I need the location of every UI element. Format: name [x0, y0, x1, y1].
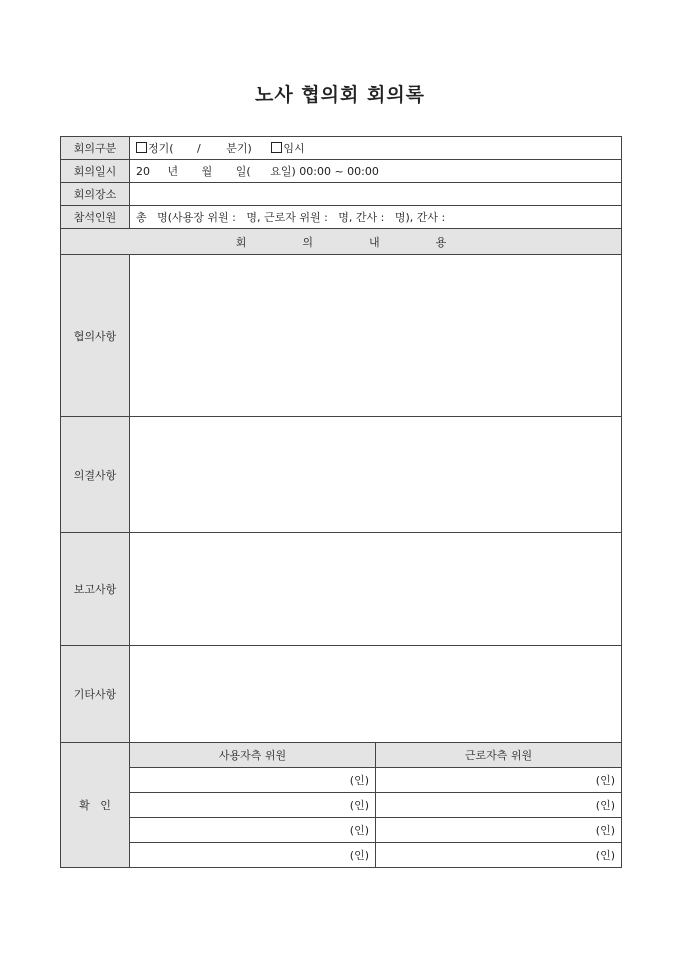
section-header-char: 회 [235, 235, 247, 249]
day-unit: 일( [235, 165, 251, 178]
report-row [61, 533, 622, 646]
document-title: 노사 협의회 회의록 [254, 84, 426, 106]
report-label: 보고사항 [61, 533, 130, 646]
meeting-datetime-label: 회의일시 [61, 160, 130, 183]
meeting-datetime-field[interactable] [130, 160, 622, 183]
employer-signature[interactable]: (인) [130, 793, 376, 818]
employer-signature[interactable]: (인) [130, 768, 376, 793]
employer-signature[interactable]: (인) [130, 843, 376, 868]
meeting-type-field [130, 137, 622, 160]
resolution-label: 의결사항 [61, 417, 130, 533]
attendees-row [61, 206, 622, 229]
discussion-row [61, 255, 622, 417]
year-unit: 년 [167, 165, 179, 178]
year-prefix: 20 [136, 165, 150, 178]
signature-row [61, 768, 622, 793]
discussion-label: 협의사항 [61, 255, 130, 417]
section-header-row [61, 229, 622, 255]
confirm-header-row [61, 743, 622, 768]
employer-header: 사용자측 위원 [130, 743, 376, 768]
quarter-suffix: 분기) [226, 142, 252, 155]
attendees-field[interactable]: 총 명(사용장 위원 : 명, 근로자 위원 : 명, 간사 : 명), 간사 : [130, 206, 622, 229]
meeting-type-label: 회의구분 [61, 137, 130, 160]
regular-option-label: 정기( [148, 142, 174, 155]
month-unit: 월 [201, 165, 213, 178]
report-field[interactable] [130, 533, 622, 646]
meeting-datetime-row [61, 160, 622, 183]
worker-signature[interactable]: (인) [376, 793, 622, 818]
quarter-separator: / [197, 142, 201, 155]
other-field[interactable] [130, 646, 622, 743]
weekday-time: 요일) 00:00 ~ 00:00 [270, 165, 379, 178]
worker-header: 근로자측 위원 [376, 743, 622, 768]
attendees-label: 참석인원 [61, 206, 130, 229]
resolution-field[interactable] [130, 417, 622, 533]
section-header [61, 229, 622, 255]
adhoc-checkbox[interactable] [271, 142, 282, 153]
other-label: 기타사항 [61, 646, 130, 743]
discussion-field[interactable] [130, 255, 622, 417]
resolution-row [61, 417, 622, 533]
signature-row [61, 793, 622, 818]
section-header-char: 용 [435, 235, 447, 249]
meeting-place-row [61, 183, 622, 206]
section-header-char: 의 [302, 235, 313, 249]
worker-signature[interactable]: (인) [376, 843, 622, 868]
worker-signature[interactable]: (인) [376, 818, 622, 843]
confirm-label: 확 인 [61, 743, 130, 868]
employer-signature[interactable]: (인) [130, 818, 376, 843]
meeting-place-label: 회의장소 [61, 183, 130, 206]
signature-row [61, 843, 622, 868]
signature-row [61, 818, 622, 843]
adhoc-option-label: 임시 [283, 142, 305, 155]
meeting-place-field[interactable] [130, 183, 622, 206]
other-row [61, 646, 622, 743]
section-header-char: 내 [369, 235, 380, 249]
worker-signature[interactable]: (인) [376, 768, 622, 793]
minutes-form-table [60, 136, 622, 868]
regular-checkbox[interactable] [136, 142, 147, 153]
meeting-type-row [61, 137, 622, 160]
